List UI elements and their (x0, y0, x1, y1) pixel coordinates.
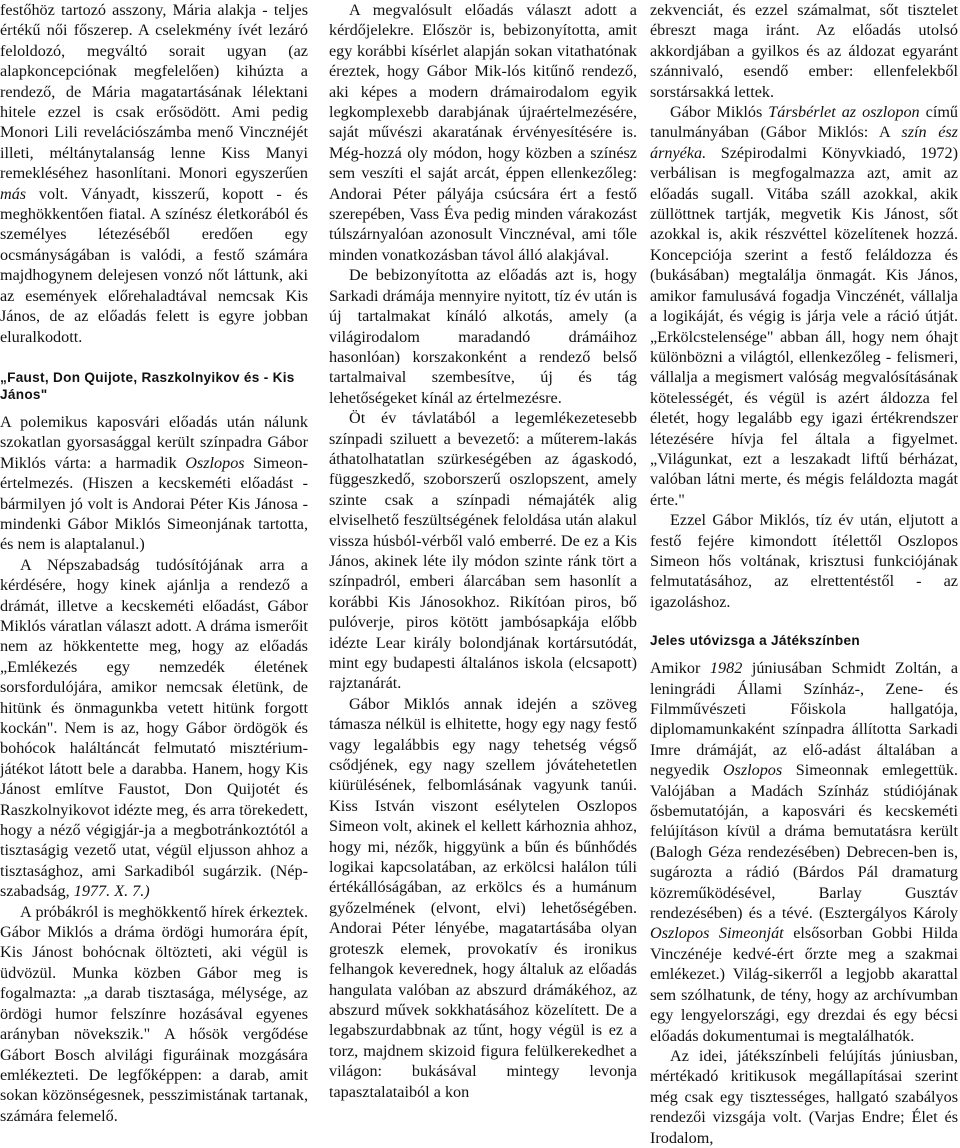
paragraph: A Népszabadság tudósítójának arra a kérdésére, hogy kinek ajánlja a rendező a drámát, illetve a kecskeméti előadást, Gábor Miklós váratlan választ adott. A dráma ismerőit nem az hökkentette meg, hogy az előadás „Emlékezés egy nemzedék életének sorsfordulójára, amikor nemcsak életünk, de hitünk és önmagunkba vetett hitünk forgott kockán". Nem is az, hogy Gábor ördögök és bohócok haláltáncát felmutató misztérium-játékot látott bele a darabba. Hanem, hogy Kis Jánost említve Faustot, Don Quijotét és Raszkolnyikovot idézte meg, és arra törekedett, hogy a néző végigjár-ja a megbotránkoztótól a tisztaságig vezető utat, végül eljusson ahhoz a tisztasághoz, ami Sarkadiból sugárzik. (Nép-szabadság, 1977. X. 7.) (0, 555, 308, 901)
paragraph: A megvalósult előadás választ adott a kérdőjelekre. Először is, bebizonyította, amit egy korábbi kísérlet alapján sokan vitathatónak éreztek, hogy Gábor Mik-lós kitűnő rendező, aki képes a modern drámairodalom egyik legkomplexebb darabjának újraértelmezésére, saját művészi akaratának érvényesítésére is. Még-hozzá oly módon, hogy közben a színész sem veszíti el saját arcát, éppen ellenkezőleg: Andorai Péter pályája csúcsára ért a festő szerepében, Vass Éva pedig minden várakozást túlszárnyalóan azonosult Vincznéval, ami tőle minden vonatkozásban távol álló alakjával. (329, 1, 637, 264)
italic-title: szín ész árnyéka. (650, 123, 958, 162)
paragraph: A polemikus kaposvári előadás után nálunk szokatlan gyorsasággal került színpadra Gábor Miklós várta: a harmadik Oszlopos Simeon-értelmezés. (Hiszen a kecskeméti előadást - bármilyen jó volt is Andorai Péter Kis Jánosa - mindenki Gábor Miklós Simeonjának tartotta, és nem is alaptalanul.) (0, 412, 308, 554)
paragraph: De bebizonyította az előadás azt is, hogy Sarkadi drámája mennyire nyitott, tíz év után is új tartalmakat kínáló alkotás, amely (a világirodalom maradandó drámáihoz hasonlóan) korszakonként a rendező belső tartalmaival szembesítve, új és tág lehetőségeket kínál az értelmezésre. (329, 266, 637, 407)
paragraph: Az idei, játékszínbeli felújítás júniusban, mértékadó kritikusok megállapításai szerint még csak egy tisztességes, hallgató szabályos rendezői vizsgája volt. (Varjas Endre; Élet és Irodalom, (650, 1046, 958, 1147)
paragraph: Öt év távlatából a legemlékezetesebb színpadi sziluett a bevezető: a műterem-lakás áthatolhatatlan szürkeségében az ágaskodó, függeszkedő, szoborszerű oszlopszent, amely szinte csak a színpadi némajáték alig elviselhető feszültségének feloldása után alakul vissza húsból-vérből való emberré. De ez a Kis János, akinek léte ily módon szinte ránk tört a színpadról, emberi álarcában sem hasonlít a korábbi Kis Jánosokhoz. Rikítóan piros, bő pulóverje, piros kötött jambósapkája előbb idézte Lear király bolondjának kortársutódát, mint egy budapesti általános iskola (elcsapott) rajztanárát. (329, 409, 637, 693)
paragraph: zekvenciát, és ezzel számalmat, sőt tisztelet ébreszt maga iránt. Az előadás utolsó akkordjában a gyilkos és az áldozat egyaránt szánnivaló, esendő ember: ellenfelekből sorstársakká lettek. (650, 1, 958, 101)
italic-title: Oszlopos (185, 453, 245, 472)
section-heading: „Faust, Don Quijote, Raszkolnyikov és - Kis János" (0, 369, 295, 402)
paragraph: Gábor Miklós annak idején a szöveg támasza nélkül is elhitette, hogy egy nagy festő vagy legalábbis egy nagy tehetség végső csődjének, egy nagy szellem jóvátehetetlen kiürülésének, felbomlásának vagyunk tanúi. Kiss István viszont esélytelen Oszlopos Simeon volt, akinek el kellett kárhoznia ahhoz, hogy mi, nézők, higgyünk a bűn és bűnhődés logikai kapcsolatában, az erkölcsi halálon túli értékállóságában, az erkölcs és a humánum győzelmének (elvont, elvi) lehetőségében. Andorai Péter lényébe, magatartásába olyan groteszk elemek, provokatív és ironikus felhangok keverednek, hogy általuk az előadás hangulata valóban az abszurd drámákéhoz, az abszurd művek sokkhatásához közelített. De a legabszurdabbnak az tűnt, hogy végül is ez a torz, majdnem skizoid figura felülkerekedhet a világon: bukásával mintegy levonja tapasztalataiból a kon (329, 694, 637, 1101)
italic-title: Társbérlet az oszlopon (768, 103, 920, 122)
paragraph: Amikor 1982 júniusában Schmidt Zoltán, a leningrádi Állami Színház-, Zene- és Filmművészeti Főiskola hallgatója, diplomamunkaként színpadra állította Sarkadi Imre drámáját, az elő-adást általában a negyedik Oszlopos Simeonnak emlegettük. Valójában a Madách Színház stúdiójának ősbemutatóján, a kaposvári és kecskeméti felújításon kívül a dráma bemutatásra került (Balogh Géza rendezésében) Debrecen-ben is, sugározta a rádió (Bárdos Pál dramaturg közreműködésével, Barlay Gusztáv rendezésében) és a tévé. (Esztergályos Károly Oszlopos Simeonját elsősorban Gobbi Hilda Vinczénéje kedvé-ért őrzte meg a szakmai emlékezet.) Világ-sikerről a legjobb akarattal sem szólhatunk, de tény, hogy az archívumban egy lengyelországi, egy drezdai és egy bécsi előadás dokumentumai is megtalálhatók. (650, 659, 958, 1045)
article-column-3 (650, 0, 958, 1146)
italic-emphasis: más (0, 184, 27, 203)
italic-title: Oszlopos Simeonját (650, 924, 784, 943)
article-column-2 (329, 0, 637, 1146)
paragraph: A próbákról is meghökkentő hírek érkeztek. Gábor Miklós a dráma ördögi humorára épít, Kis Jánost bohócnak öltözteti, aki végül is üdvözül. Munka közben Gábor meg is fogalmazta: „a darab tisztasága, mélysége, az ördögi humor felszínre hozásával egyenes arányban növekszik." A hősök vergődése Gábort Bosch alvilági figuráinak mozgására emlékezteti. De legfőképpen: a darab, amit sokan közönségesnek, pesszimistának tartanak, számára felemelő. (0, 902, 308, 1125)
article-column-1 (0, 0, 308, 1146)
paragraph: festőhöz tartozó asszony, Mária alakja - teljes értékű női főszerep. A cselekmény ívét lezáró feloldozó, megváltó sorait ugyan (az alapkoncepciónak megfelelően) kihúzta a rendező, de Mária magatartásának lélektani hitele ezzel is csak erősödött. Ami pedig Monori Lili revelációszámba menő Vincznéjét illeti, méltánytalanság lenne Kiss Manyi remekléséhez hasonlítani. Monori egyszerűen más volt. Ványadt, kisszerű, kopott - és meghökkentően fiatal. A színész életkorából és személyes létezéséből eredően egy ocsmányságában is valódi, a festő számára majdhogynem delejesen vonzó nőt láttunk, aki az események előrehaladtával nemcsak Kis János, de az előadás felett is egyre jobban eluralkodott. (0, 1, 308, 346)
section-heading: Jeles utóvizsga a Játékszínben (650, 633, 860, 649)
paragraph: Ezzel Gábor Miklós, tíz év után, eljutott a festő fejére kimondott ítélettől Oszlopos Simeon hős voltának, krisztusi funkciójának felmutatásához, az elrettentéstől - az igazoláshoz. (650, 511, 958, 611)
italic-year: 1982 (709, 659, 743, 678)
italic-citation: 1977. X. 7.) (73, 882, 150, 901)
paragraph: Gábor Miklós Társbérlet az oszlopon című tanulmányában (Gábor Miklós: A szín ész árnyéka. Szépirodalmi Könyvkiadó, 1972) verbálisan is megfogalmazza azt, amit az előadás sugall. Vitába száll azokkal, akik züllöttnek tartják, megvetik Kis Jánost, sőt azokkal is, akik részvéttel közelítenek hozzá. Koncepciója szerint a festő feláldozza és (bukásában) megtalálja önmagát. Kis János, amikor famulusává fogadja Vinczénét, vállalja a logikáját, és végig is járja vele a ráció útját. „Erkölcstelensége" abban áll, hogy nem óhajt különbözni a világtól, ellenkezőleg - felismeri, vállalja a megismert valóság megvalósításának kötelességét, és végül is azért áldozza fel életét, hogy legalább egy igazi értékrendszer létezésére hívja fel általa a figyelmet. „Világunkat, ezt a leszakadt liftű bérházat, valóban látni merte, és mégis feláldozta magát érte." (650, 103, 958, 509)
italic-title: Oszlopos (722, 761, 783, 780)
